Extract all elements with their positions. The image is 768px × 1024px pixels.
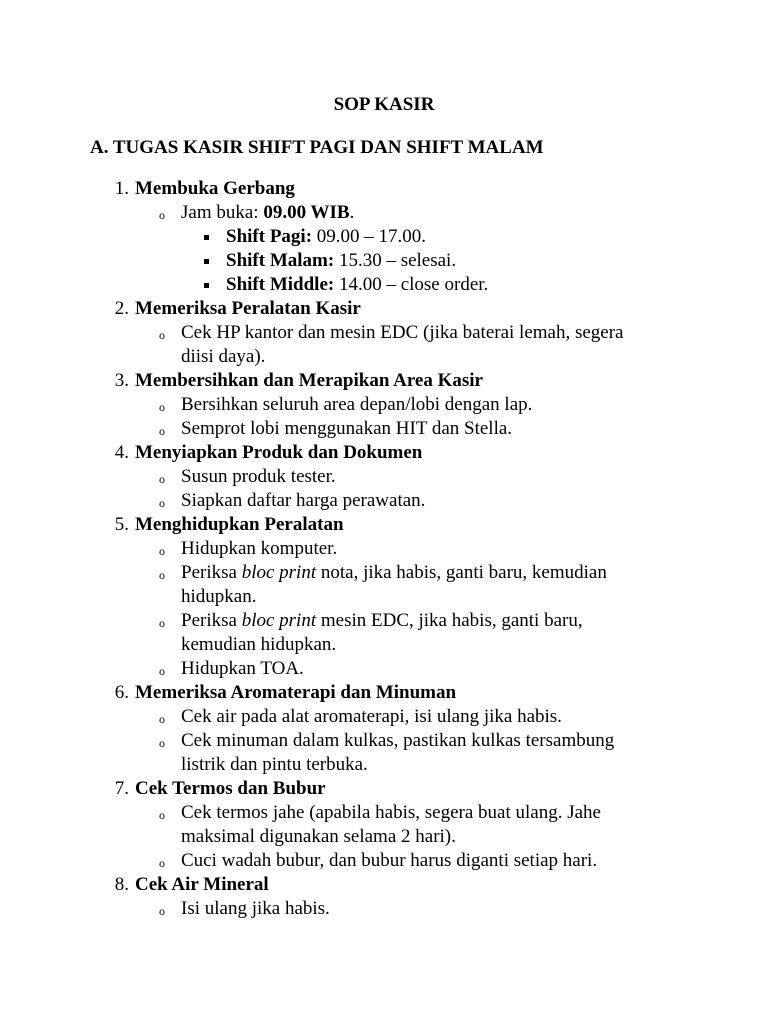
sub-item [0,201,656,225]
sub-item [0,561,656,609]
section-heading: A. TUGAS KASIR SHIFT PAGI DAN SHIFT MALAM [90,137,544,158]
bullet-icon: o [159,568,165,582]
bullet-icon: o [159,496,165,510]
item-number: 3. [114,370,129,391]
bullet-icon: o [159,472,165,486]
italic-term: bloc print [241,610,317,631]
sub-item [0,537,656,561]
sub-text: Hidupkan komputer. [181,538,338,559]
item-number: 2. [114,298,129,319]
item-heading [0,681,768,705]
item-title: Memeriksa Peralatan Kasir [135,298,361,319]
sub-item [0,729,656,777]
item-heading [0,369,768,393]
sub-item [0,393,656,417]
shift-value: 09.00 – 17.00. [312,226,427,247]
item-heading [0,513,768,537]
item-number: 7. [114,778,129,799]
list-item [0,681,768,777]
sub-text: nota, jika habis, ganti baru, kemudian hidupkan. [181,562,607,607]
shift-label: Shift Middle: [226,274,335,295]
sub-text: Semprot lobi menggunakan HIT dan Stella. [181,418,513,439]
bullet-icon: o [159,808,165,822]
bullet-icon: o [159,544,165,558]
sub-text: Cuci wadah bubur, dan bubur harus diganti setiap hari. [181,850,598,871]
sub-item [0,705,656,729]
shift-label: Shift Pagi: [226,226,313,247]
bullet-icon: o [159,712,165,726]
sub-item [0,609,656,657]
item-title: Menghidupkan Peralatan [135,514,344,535]
item-number: 8. [114,874,129,895]
sub-text: Siapkan daftar harga perawatan. [181,490,426,511]
square-bullet-icon [204,235,209,240]
list-item [0,297,768,369]
shift-item [0,249,768,273]
item-title: Membuka Gerbang [135,178,295,199]
shift-item [0,225,768,249]
item-number: 6. [114,682,129,703]
sub-text: Jam buka: [181,202,264,223]
sub-text: . [349,202,355,223]
sub-item [0,489,656,513]
list-item [0,873,768,921]
bullet-icon: o [159,856,165,870]
list-item [0,441,768,513]
item-title: Membersihkan dan Merapikan Area Kasir [135,370,483,391]
sub-text: Susun produk tester. [181,466,336,487]
sub-text: mesin EDC, jika habis, ganti baru, kemudian hidupkan. [181,610,583,655]
document-title: SOP KASIR [333,94,435,115]
list-item [0,777,768,873]
bullet-icon: o [159,208,165,222]
shift-item [0,273,768,297]
sub-item [0,849,656,873]
item-title: Cek Air Mineral [135,874,269,895]
sub-item [0,465,656,489]
opening-time: 09.00 WIB [263,202,350,223]
italic-term: bloc print [241,562,317,583]
sub-item [0,321,656,369]
sub-item [0,801,656,849]
list-item [0,513,768,681]
list-item [0,369,768,441]
item-title: Cek Termos dan Bubur [135,778,326,799]
bullet-icon: o [159,736,165,750]
sub-text: Periksa [181,562,242,583]
bullet-icon: o [159,904,165,918]
square-bullet-icon [204,259,209,264]
sub-text: Cek air pada alat aromaterapi, isi ulang jika habis. [181,706,562,727]
sub-item [0,897,656,921]
bullet-icon: o [159,664,165,678]
bullet-icon: o [159,616,165,630]
item-heading [0,297,768,321]
item-number: 4. [114,442,129,463]
sub-item [0,657,656,681]
item-heading [0,441,768,465]
sop-list [0,177,768,921]
sub-text: Cek termos jahe (apabila habis, segera buat ulang. Jahe maksimal digunakan selama 2 hari). [181,802,601,847]
sub-text: Isi ulang jika habis. [181,898,330,919]
shift-label: Shift Malam: [226,250,335,271]
shift-value: 14.00 – close order. [334,274,489,295]
shift-value: 15.30 – selesai. [334,250,457,271]
sub-text: Cek HP kantor dan mesin EDC (jika baterai lemah, segera diisi daya). [181,322,624,367]
item-heading [0,777,768,801]
bullet-icon: o [159,424,165,438]
sub-text: Periksa [181,610,242,631]
sub-item [0,417,656,441]
item-title: Menyiapkan Produk dan Dokumen [135,442,423,463]
bullet-icon: o [159,400,165,414]
bullet-icon: o [159,328,165,342]
item-title: Memeriksa Aromaterapi dan Minuman [135,682,457,703]
sub-text: Hidupkan TOA. [181,658,304,679]
square-bullet-icon [204,283,209,288]
item-number: 5. [114,514,129,535]
sub-text: Bersihkan seluruh area depan/lobi dengan lap. [181,394,533,415]
sub-text: Cek minuman dalam kulkas, pastikan kulkas tersambung listrik dan pintu terbuka. [181,730,615,775]
item-number: 1. [114,178,129,199]
list-item [0,177,768,297]
item-heading [0,177,768,201]
item-heading [0,873,768,897]
